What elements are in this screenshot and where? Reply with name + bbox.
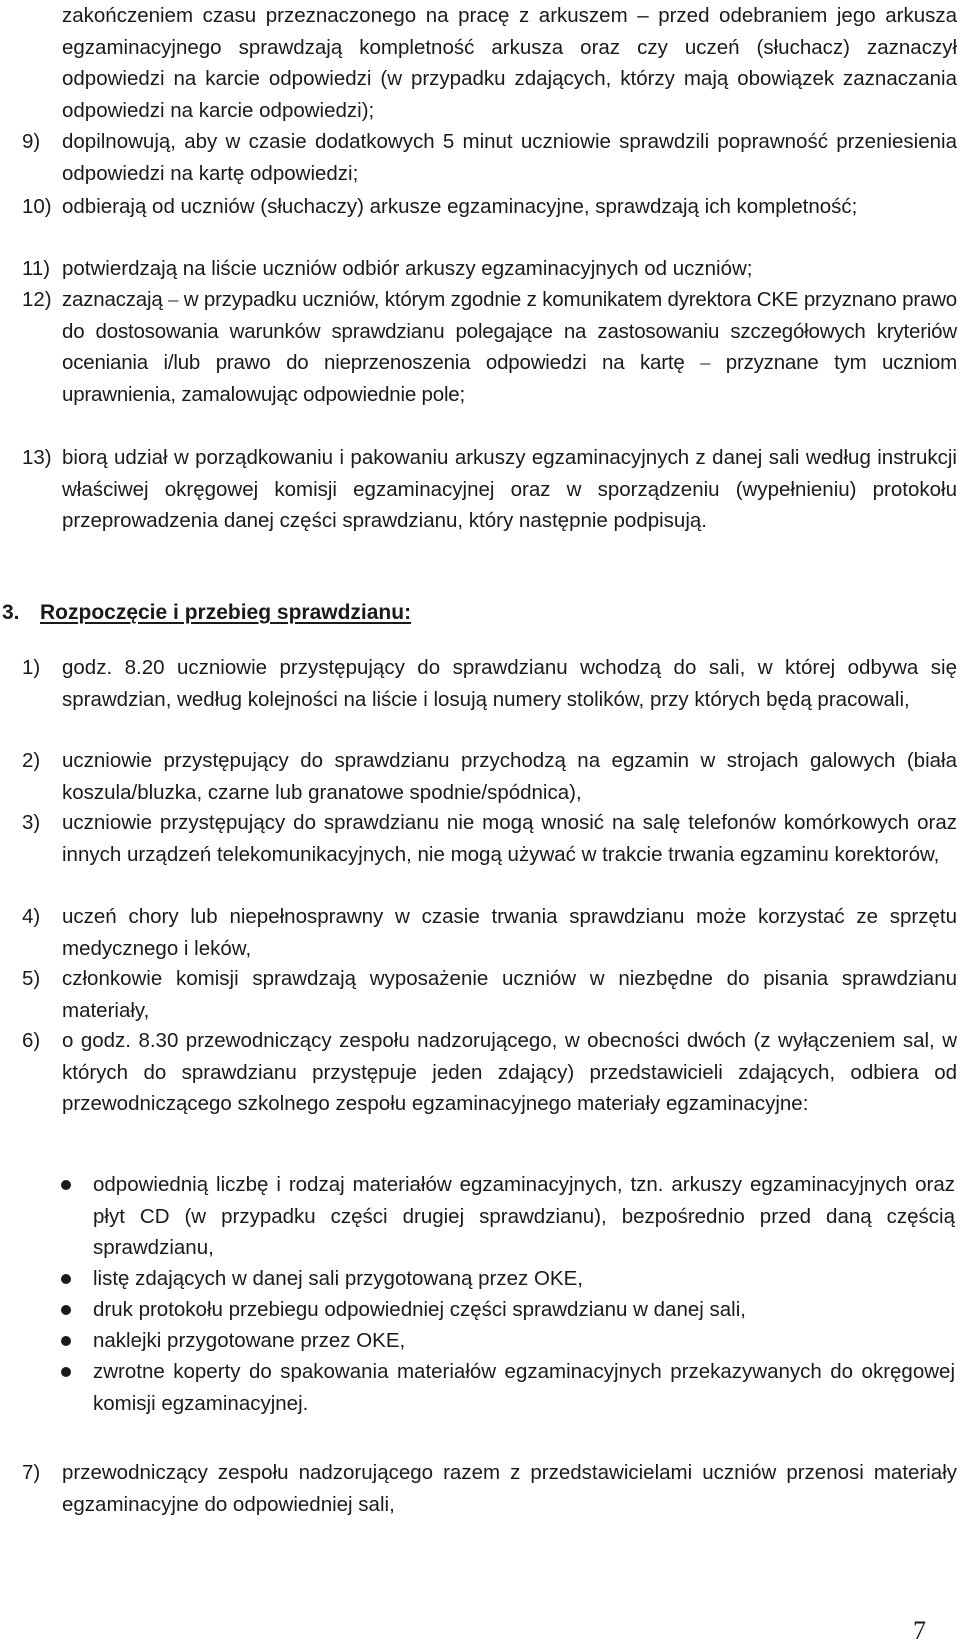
list-item-number: 4) xyxy=(22,905,41,928)
bullet-item xyxy=(55,1294,959,1326)
list-item-number: 11) xyxy=(22,257,51,280)
bullet-icon xyxy=(61,1305,71,1315)
list-item xyxy=(22,1457,959,1520)
list-item-number: 3) xyxy=(22,811,41,834)
list-item-number: 12) xyxy=(22,288,52,311)
bullet-text: zwrotne koperty do spakowania materiałów egzaminacyjnych przekazywanych do okręgowej komisji egzaminacyjnej. xyxy=(93,1360,955,1415)
page-number: 7 xyxy=(913,1616,926,1645)
bullet-item xyxy=(55,1356,959,1419)
list-item-number: 6) xyxy=(22,1029,41,1052)
list-item xyxy=(22,1025,959,1120)
list-item-text: zaznaczają ⎯ w przypadku uczniów, którym zgodnie z komunikatem dyrektora CKE przyznano prawo do dostosowania warunków sprawdzianu polegające na zastosowaniu szczegółowych kryteriów oceniania i/lub prawo do nieprzenoszenia odpowiedzi na kartę ⎯ przyznane tym uczniom uprawnienia, zamalowując odpowiednie pole; xyxy=(62,288,957,406)
bullet-icon xyxy=(61,1367,71,1377)
list-item xyxy=(22,126,959,189)
list-item-number: 2) xyxy=(22,749,41,772)
list-item-text: przewodniczący zespołu nadzorującego razem z przedstawicielami uczniów przenosi materiały egzaminacyjne do odpowiedniej sali, xyxy=(62,1461,957,1516)
list-item xyxy=(22,442,959,537)
list-item-number: 7) xyxy=(22,1461,41,1484)
section-title: Rozpoczęcie i przebieg sprawdzianu: xyxy=(40,601,412,624)
list-item-text: potwierdzają na liście uczniów odbiór arkuszy egzaminacyjnych od uczniów; xyxy=(62,257,753,280)
list-item-number: 13) xyxy=(22,446,52,469)
list-item xyxy=(22,901,959,964)
list-item xyxy=(22,652,959,715)
bullet-text: odpowiednią liczbę i rodzaj materiałów egzaminacyjnych, tzn. arkuszy egzaminacyjnych oraz płyt CD (w przypadku części drugiej sprawdzianu), bezpośrednio przed daną częścią sprawdzianu, xyxy=(93,1173,955,1259)
list-item-number: 5) xyxy=(22,967,41,990)
bullet-item xyxy=(55,1263,959,1295)
bullet-icon xyxy=(61,1180,71,1190)
bullet-item xyxy=(55,1325,959,1357)
intro-paragraph xyxy=(22,0,959,126)
list-item-text: uczniowie przystępujący do sprawdzianu przychodzą na egzamin w strojach galowych (biała koszula/bluzka, czarne lub granatowe spodnie/spódnica), xyxy=(62,749,957,804)
list-item xyxy=(22,963,959,1026)
list-item-text: biorą udział w porządkowaniu i pakowaniu arkuszy egzaminacyjnych z danej sali według instrukcji właściwej okręgowej komisji egzaminacyjnej oraz w sporządzeniu (wypełnieniu) protokołu przeprowadzenia danej części sprawdzianu, który następnie podpisują. xyxy=(62,446,957,532)
intro-text: zakończeniem czasu przeznaczonego na pracę z arkuszem – przed odebraniem jego arkusza egzaminacyjnego sprawdzają kompletność arkusza oraz czy uczeń (słuchacz) zaznaczył odpowiedzi na karcie odpowiedzi (w przypadku zdających, którzy mają obowiązek zaznaczania odpowiedzi na karcie odpowiedzi); xyxy=(62,4,957,122)
bullet-text: listę zdających w danej sali przygotowaną przez OKE, xyxy=(93,1267,583,1290)
list-item-text: uczeń chory lub niepełnosprawny w czasie trwania sprawdzianu może korzystać ze sprzętu medycznego i leków, xyxy=(62,905,957,960)
list-item-number: 10) xyxy=(22,195,52,218)
list-item-text: godz. 8.20 uczniowie przystępujący do sprawdzianu wchodzą do sali, w której odbywa się sprawdzian, według kolejności na liście i losują numery stolików, przy których będą pracowali, xyxy=(62,656,957,711)
bullet-icon xyxy=(61,1336,71,1346)
list-item-number: 1) xyxy=(22,656,41,679)
section-heading xyxy=(2,598,411,628)
list-item-text: dopilnowują, aby w czasie dodatkowych 5 minut uczniowie sprawdzili poprawność przeniesienia odpowiedzi na kartę odpowiedzi; xyxy=(62,130,957,185)
bullet-icon xyxy=(61,1274,71,1284)
bullet-text: naklejki przygotowane przez OKE, xyxy=(93,1329,406,1352)
list-item xyxy=(22,191,959,223)
bullet-item xyxy=(55,1169,959,1264)
list-item-text: uczniowie przystępujący do sprawdzianu nie mogą wnosić na salę telefonów komórkowych oraz innych urządzeń telekomunikacyjnych, nie mogą używać w trakcie trwania egzaminu korektorów, xyxy=(62,811,957,866)
list-item-text: o godz. 8.30 przewodniczący zespołu nadzorującego, w obecności dwóch (z wyłączeniem sal, w których do sprawdzianu przystępuje jeden zdający) przedstawicieli zdających, odbiera od przewodniczącego szkolnego zespołu egzaminacyjnego materiały egzaminacyjne: xyxy=(62,1029,957,1115)
list-item-text: członkowie komisji sprawdzają wyposażenie uczniów w niezbędne do pisania sprawdzianu materiały, xyxy=(62,967,957,1022)
section-number: 3. xyxy=(2,601,20,624)
list-item-number: 9) xyxy=(22,130,41,153)
bullet-text: druk protokołu przebiegu odpowiedniej części sprawdzianu w danej sali, xyxy=(93,1298,746,1321)
list-item xyxy=(22,253,959,285)
list-item-text: odbierają od uczniów (słuchaczy) arkusze egzaminacyjne, sprawdzają ich kompletność; xyxy=(62,195,858,218)
list-item xyxy=(22,807,959,870)
list-item xyxy=(22,284,959,410)
list-item xyxy=(22,745,959,808)
